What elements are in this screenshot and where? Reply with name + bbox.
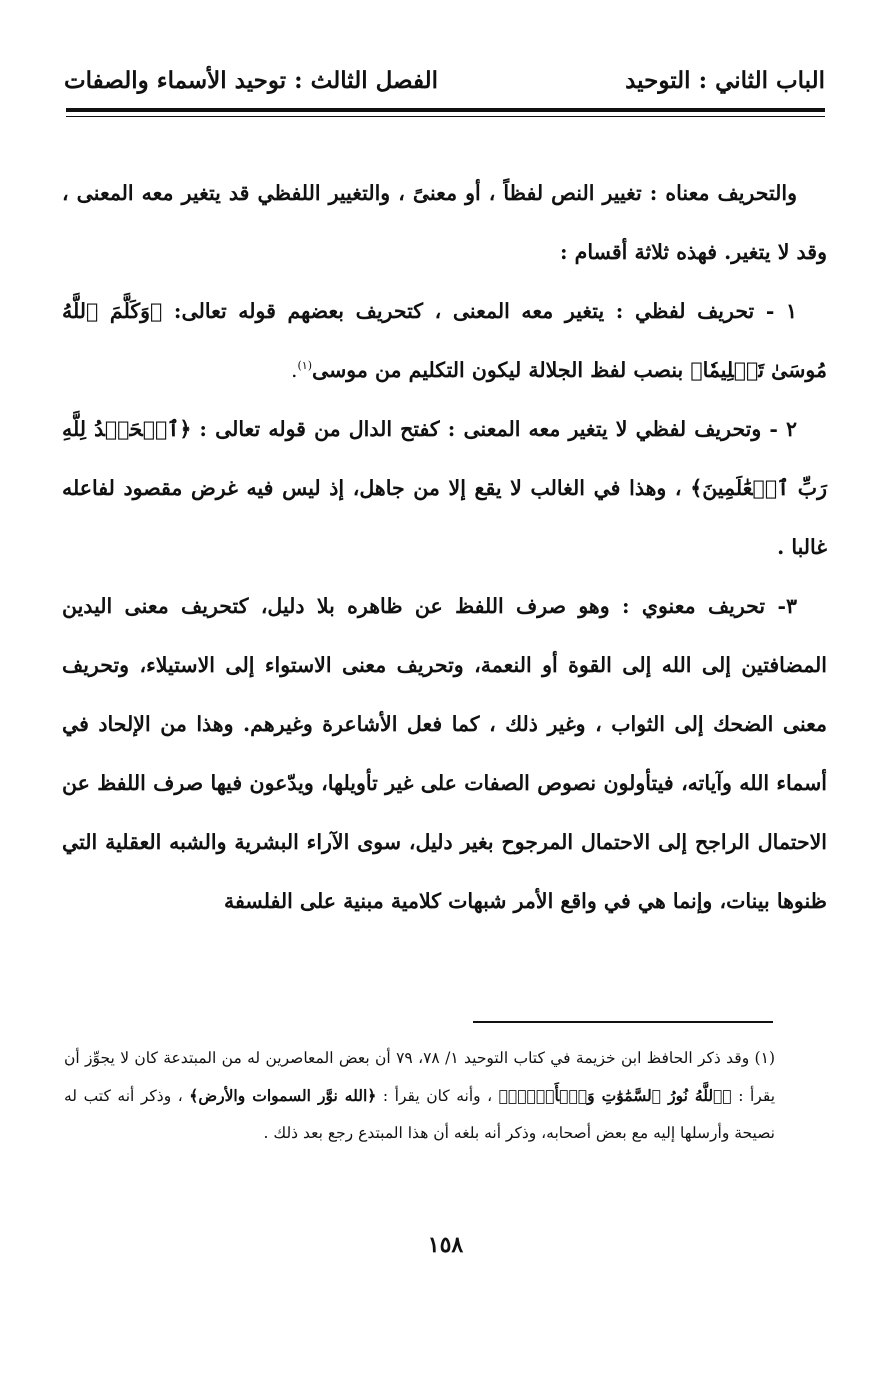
body-text — [62, 164, 827, 931]
quran-verse-hamd: ﴿ٱلۡحَمۡدُ لِلَّهِ رَبِّ ٱلۡعَٰلَمِينَ﴾ — [62, 417, 827, 500]
type-3-text: كتحريف معنى اليدين المضافتين إلى الله إلى القوة أو النعمة، وتحريف معنى الاستواء إلى الاستيلاء، وتحريف معنى الضحك إلى الثواب ، وغير ذلك ، كما فعل الأشاعرة وغيرهم. وهذا من الإلحاد في أسماء الله وآياته، فيتأولون نصوص الصفات على غير تأويلها، ويدّعون فيها صرف اللفظ عن الاحتمال الراجح إلى الاحتمال المرجوح بغير دليل، سوى الآراء البشرية والشبه العقلية التي ظنوها بينات، وإنما هي في واقع الأمر شبهات كلامية مبنية على الفلسفة — [62, 594, 827, 913]
type-2-explanation: ، وهذا في الغالب لا يقع إلا من جاهل، إذ ليس فيه غرض مقصود لفاعله غالبا . — [62, 476, 827, 559]
type-2-text: كفتح الدال من قوله تعالى : — [191, 417, 448, 441]
footnote — [64, 1040, 775, 1152]
footnote-quran-1: ﴿ٱللَّهُ نُورُ ٱلسَّمَٰوَٰتِ وَٱلۡأَرۡضِۚ﴾ — [498, 1086, 732, 1105]
type-1-label: ١ - تحريف لفظي : يتغير معه المعنى ، — [434, 299, 797, 323]
chapter-title: الباب الثاني : التوحيد — [625, 66, 825, 94]
paragraph-type-1 — [62, 282, 827, 400]
footnote-separator — [473, 1021, 773, 1023]
header-rule-thick — [66, 108, 825, 112]
footnote-text-1: (١) وقد ذكر الحافظ ابن خزيمة في كتاب التوحيد ١/ ٧٨، ٧٩ أن بعض المعاصرين له من المبتدعة كان لا يجوِّز أن يقرأ : — [64, 1049, 776, 1105]
footnote-1 — [64, 1040, 775, 1152]
type-3-label: ٣- تحريف معنوي : وهو صرف اللفظ عن ظاهره بلا دليل، — [260, 594, 797, 618]
footnote-reference[interactable]: (١) — [297, 359, 312, 373]
footnote-text-3: ، وذكر أنه كتب له نصيحة وأرسلها إليه مع بعض أصحابه، وذكر أنه بلغه أن هذا المبتدع رجع بعد ذلك . — [64, 1087, 775, 1142]
footnote-quran-2: ﴿الله نوَّر السموات والأرض﴾ — [189, 1086, 377, 1105]
running-header — [64, 62, 825, 98]
paragraph-type-3 — [62, 577, 827, 931]
quran-verse-musa: ﴿وَكَلَّمَ ٱللَّهُ مُوسَىٰ تَكۡلِيمٗا﴾ — [62, 299, 827, 382]
section-title: الفصل الثالث : توحيد الأسماء والصفات — [64, 66, 439, 94]
paragraph-type-2 — [62, 400, 827, 577]
type-1-text: كتحريف بعضهم قوله تعالى: — [162, 299, 435, 323]
type-1-end: . — [290, 358, 298, 382]
header-rule-thin — [66, 116, 825, 117]
type-2-label: ٢ - وتحريف لفظي لا يتغير معه المعنى : — [447, 417, 797, 441]
type-1-explanation: بنصب لفظ الجلالة ليكون التكليم من موسى — [311, 358, 691, 382]
footnote-text-2: ، وأنه كان يقرأ : — [376, 1087, 499, 1105]
page-number: ١٥٨ — [427, 1232, 464, 1258]
paragraph-definition — [62, 164, 827, 282]
paragraph-definition-text: والتحريف معناه : تغيير النص لفظاً ، أو معنىً ، والتغيير اللفظي قد يتغير معه المعنى ، وقد لا يتغير. فهذه ثلاثة أقسام : — [62, 181, 827, 264]
